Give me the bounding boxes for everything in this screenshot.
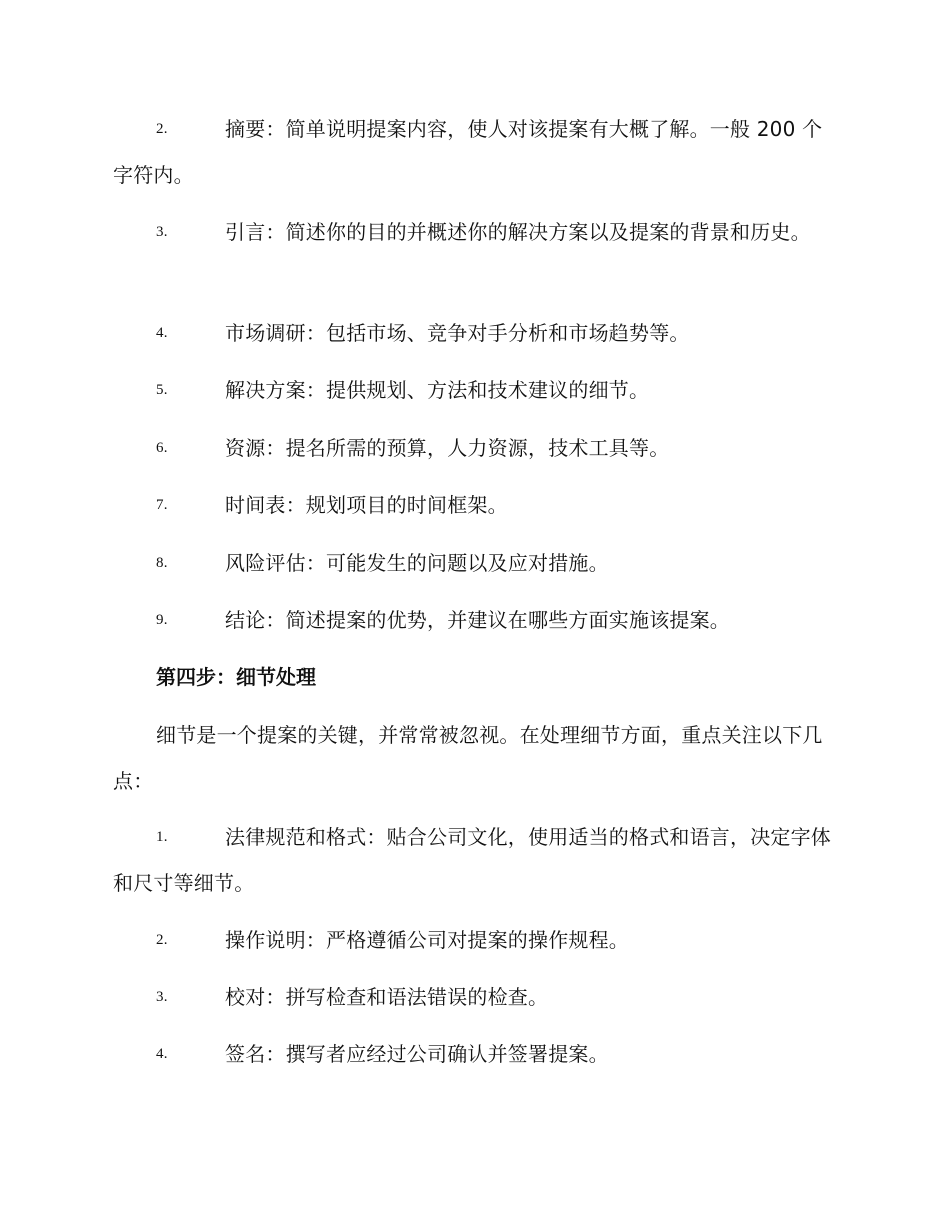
list-item-text: 摘要：简单说明提案内容，使人对该提案有大概了解。一般 200 个字符内。 xyxy=(113,117,823,187)
list-item-text: 法律规范和格式：贴合公司文化，使用适当的格式和语言，决定字体和尺寸等细节。 xyxy=(113,825,831,895)
list-item xyxy=(113,1031,835,1077)
list-item xyxy=(113,974,835,1020)
list-item-number: 3. xyxy=(156,224,168,240)
list-item-number: 2. xyxy=(156,932,168,948)
list-item-text: 校对：拼写检查和语法错误的检查。 xyxy=(225,985,549,1009)
list-item-number: 4. xyxy=(156,1046,168,1062)
list-item xyxy=(113,106,835,198)
list-item-text: 结论：简述提案的优势，并建议在哪些方面实施该提案。 xyxy=(225,608,730,632)
section-heading: 第四步：细节处理 xyxy=(156,665,316,689)
list-item-number: 9. xyxy=(156,612,168,628)
list-item-text: 市场调研：包括市场、竞争对手分析和市场趋势等。 xyxy=(225,321,690,345)
intro-paragraph: 细节是一个提案的关键，并常常被忽视。在处理细节方面，重点关注以下几点： xyxy=(113,723,823,793)
list-item-text: 引言：简述你的目的并概述你的解决方案以及提案的背景和历史。 xyxy=(225,220,811,244)
list-item-number: 5. xyxy=(156,382,168,398)
list-item-number: 3. xyxy=(156,989,168,1005)
list-item xyxy=(113,917,835,963)
list-item xyxy=(113,367,835,413)
list-item xyxy=(113,209,835,255)
list-item-text: 解决方案：提供规划、方法和技术建议的细节。 xyxy=(225,378,650,402)
list-item xyxy=(113,814,835,906)
list-item xyxy=(113,482,835,528)
list-item-text: 签名：撰写者应经过公司确认并签署提案。 xyxy=(225,1042,609,1066)
list-item xyxy=(113,540,835,586)
list-item-text: 时间表：规划项目的时间框架。 xyxy=(225,493,508,517)
list-item-text: 资源：提名所需的预算，人力资源，技术工具等。 xyxy=(225,436,670,460)
list-item xyxy=(113,425,835,471)
list-item-number: 6. xyxy=(156,440,168,456)
list-item-number: 2. xyxy=(156,121,168,137)
list-item-text: 操作说明：严格遵循公司对提案的操作规程。 xyxy=(225,928,629,952)
list-item xyxy=(113,597,835,643)
list-item-number: 7. xyxy=(156,497,168,513)
list-item-number: 1. xyxy=(156,829,168,845)
list-item-text: 风险评估：可能发生的问题以及应对措施。 xyxy=(225,551,609,575)
list-item xyxy=(113,310,835,356)
list-item-number: 8. xyxy=(156,555,168,571)
list-item-number: 4. xyxy=(156,325,168,341)
